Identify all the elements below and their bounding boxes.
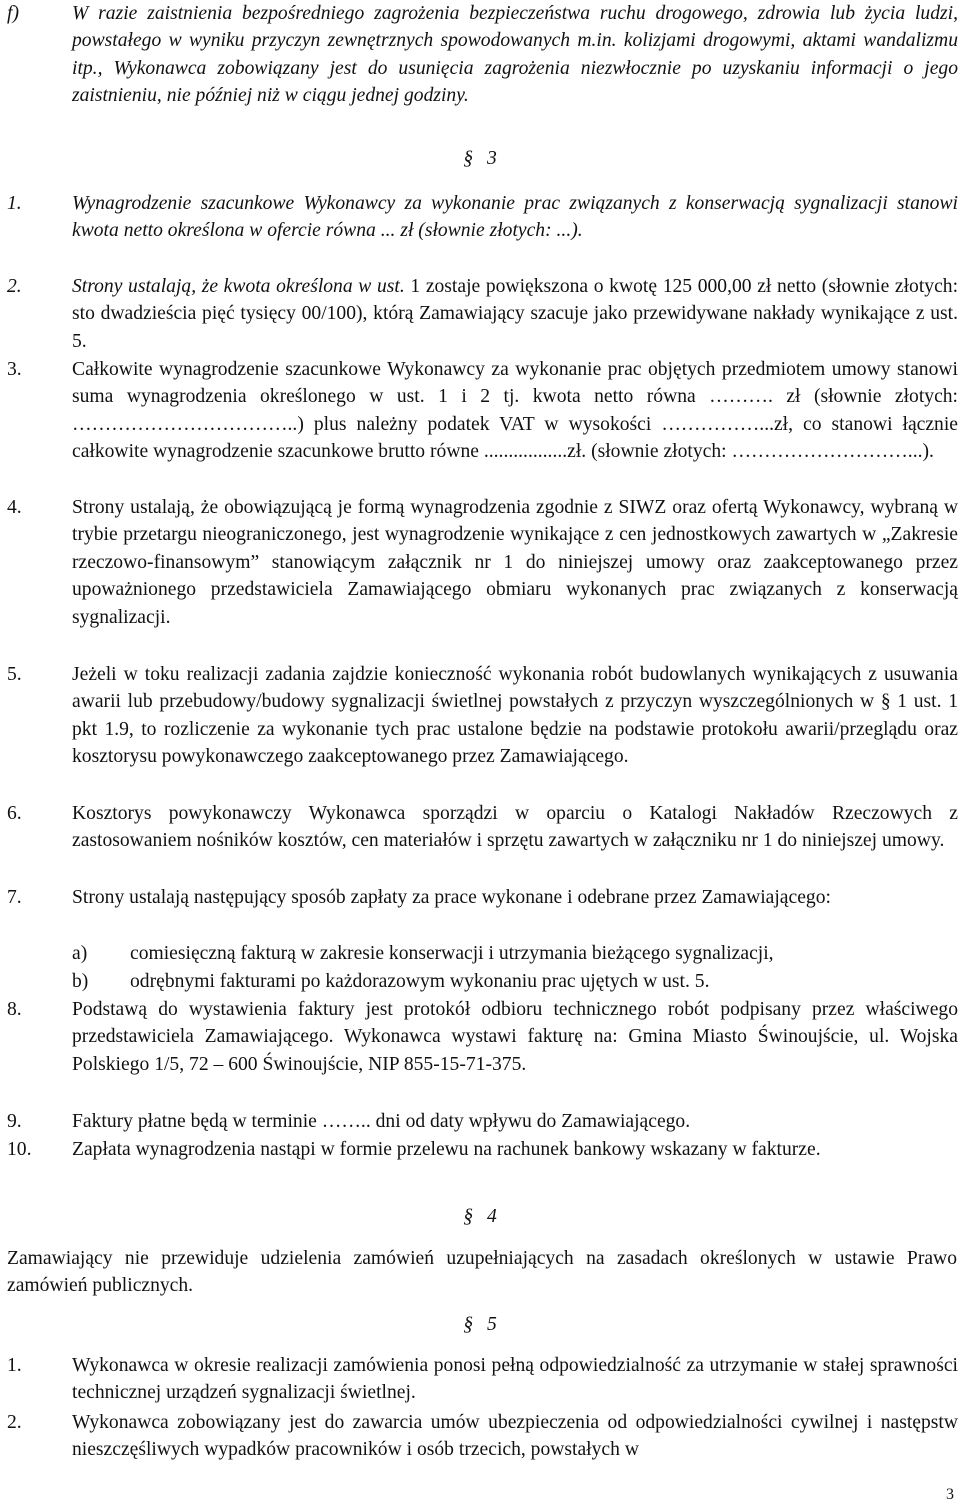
list-marker: 1. xyxy=(7,1355,22,1376)
list-item-text: comiesięczną fakturą w zakresie konserwacji i utrzymania bieżącego sygnalizacji, xyxy=(130,943,774,964)
list-item-text: Faktury płatne będą w terminie …….. dni od daty wpływu do Zamawiającego. xyxy=(72,1111,691,1132)
list-item-text: Wykonawca zobowiązany jest do zawarcia umów ubezpieczenia od odpowiedzialności cywilnej i następstw nieszczęśliwych wypadków pracowników i osób trzecich, powstałych w xyxy=(72,1412,958,1461)
section-number: 3 xyxy=(487,148,497,169)
list-marker: a) xyxy=(72,943,88,964)
list-marker: 2. xyxy=(7,276,22,297)
list-item-text: Wykonawca w okresie realizacji zamówienia ponosi pełną odpowiedzialność za utrzymanie w stałej sprawności technicznej urządzeń sygnalizacji świetlnej. xyxy=(72,1355,958,1404)
list-item-3-4 xyxy=(0,494,958,631)
list-item-3-9 xyxy=(0,1108,958,1135)
list-subitem-a xyxy=(0,940,958,967)
section-number: 4 xyxy=(487,1206,497,1227)
section-sign: § xyxy=(463,148,473,169)
list-item-3-2 xyxy=(0,273,958,355)
list-item-text: Podstawą do wystawienia faktury jest protokół odbioru technicznego robót podpisany przez właściwego przedstawiciela Zamawiającego. Wykonawca wystawi fakturę na: Gmina Miasto Świnoujście, ul. Wojska Polskiego 1/5, 72 – 600 Świnoujście, NIP 855-15-71-375. xyxy=(72,999,958,1075)
list-item-5-1 xyxy=(0,1352,958,1407)
section-heading-4 xyxy=(0,1206,960,1228)
list-marker: 7. xyxy=(7,887,22,908)
list-item-text: Strony ustalają, że obowiązującą je formą wynagrodzenia zgodnie z SIWZ oraz ofertą Wykonawcy, wybraną w trybie przetargu nieograniczonego, jest wynagrodzenie wynikające z cen jednostkowych zawartych w „Zakresie rzeczowo-finansowym” stanowiącym załącznik nr 1 do niniejszej umowy oraz zaakceptowanego przez upoważnionego przedstawiciela Zamawiającego obmiaru wykonanych prac związanych z konserwacją sygnalizacji. xyxy=(72,497,958,628)
list-item-3-1 xyxy=(0,190,958,245)
list-item-5-2 xyxy=(0,1409,958,1464)
list-marker: 2. xyxy=(7,1412,22,1433)
list-item-text: odrębnymi fakturami po każdorazowym wykonaniu prac ujętych w ust. 5. xyxy=(130,971,710,992)
list-marker: b) xyxy=(72,971,89,992)
list-item-3-7 xyxy=(0,884,958,911)
list-item-3-3 xyxy=(0,356,958,466)
list-item-rest: 1 zostaje powiększona o kwotę 125 000,00 zł netto (słownie złotych: sto dwadzieścia pięć tysięcy 00/100), którą Zamawiający szacuje jako przewidywane nakłady wynikające z ust. 5. xyxy=(72,276,959,352)
list-marker: 4. xyxy=(7,497,22,518)
list-marker: 1. xyxy=(7,193,22,214)
list-item-3-8 xyxy=(0,996,958,1078)
list-item-text xyxy=(72,273,958,355)
list-marker: 6. xyxy=(7,803,22,824)
list-item-text: Jeżeli w toku realizacji zadania zajdzie konieczność wykonania robót budowlanych wynikających z usuwania awarii lub przebudowy/budowy sygnalizacji świetlnej powstałych z przyczyn wyszczególnionych w § 1 ust. 1 pkt 1.9, to rozliczenie za wykonanie tych prac ustalone będzie na podstawie protokołu awarii/przeglądu oraz kosztorysu powykonawczego zaakceptowanego przez Zamawiającego. xyxy=(72,664,958,768)
section-number: 5 xyxy=(487,1314,497,1335)
list-item-text: Całkowite wynagrodzenie szacunkowe Wykonawcy za wykonanie prac objętych przedmiotem umowy stanowi suma wynagrodzenia określonego w ust. 1 i 2 tj. kwota netto równa ………. zł (słownie złotych: ……………………………..) plus należny podatek VAT w wysokości ……………...zł, co stanowi łącznie całkowite wynagrodzenie szacunkowe brutto równe .................zł. (słownie złotych: ………………………...). xyxy=(72,359,958,463)
section-sign: § xyxy=(463,1206,473,1227)
list-item-text: Kosztorys powykonawczy Wykonawca sporządzi w oparciu o Katalogi Nakładów Rzeczowych z zastosowaniem nośników kosztów, cen materiałów i sprzętu zawartych w załączniku nr 1 do niniejszej umowy. xyxy=(72,803,958,852)
list-marker: 3. xyxy=(7,359,22,380)
list-item-f xyxy=(0,0,958,110)
section-sign: § xyxy=(463,1314,473,1335)
page-number: 3 xyxy=(946,1486,954,1503)
list-marker: 9. xyxy=(7,1111,22,1132)
list-marker: f) xyxy=(7,3,19,24)
list-item-text: Zapłata wynagrodzenia nastąpi w formie przelewu na rachunek bankowy wskazany w fakturze. xyxy=(72,1139,821,1160)
section-heading-3 xyxy=(0,148,960,170)
list-item-3-6 xyxy=(0,800,958,855)
list-subitem-b xyxy=(0,968,958,995)
section-heading-5 xyxy=(0,1314,960,1336)
list-item-text: Wynagrodzenie szacunkowe Wykonawcy za wykonanie prac związanych z konserwacją sygnalizacji stanowi kwota netto określona w ofercie równa ... zł (słownie złotych: ...). xyxy=(72,193,958,242)
list-marker: 10. xyxy=(7,1139,32,1160)
list-item-text: W razie zaistnienia bezpośredniego zagrożenia bezpieczeństwa ruchu drogowego, zdrowia lub życia ludzi, powstałego w wyniku przyczyn zewnętrznych spowodowanych m.in. kolizjami drogowymi, aktami wandalizmu itp., Wykonawca zobowiązany jest do usunięcia zagrożenia niezwłocznie po uzyskaniu informacji o jego zaistnieniu, nie później niż w ciągu jednej godziny. xyxy=(72,3,958,107)
list-item-lead: Strony ustalają, że kwota określona w ust. xyxy=(72,276,405,297)
paragraph-4: Zamawiający nie przewiduje udzielenia zamówień uzupełniających na zasadach określonych w ustawie Prawo zamówień publicznych. xyxy=(7,1248,957,1297)
list-marker: 8. xyxy=(7,999,22,1020)
list-item-text: Strony ustalają następujący sposób zapłaty za prace wykonane i odebrane przez Zamawiającego: xyxy=(72,887,831,908)
list-marker: 5. xyxy=(7,664,22,685)
list-item-3-5 xyxy=(0,661,958,771)
list-item-3-10 xyxy=(0,1136,958,1163)
